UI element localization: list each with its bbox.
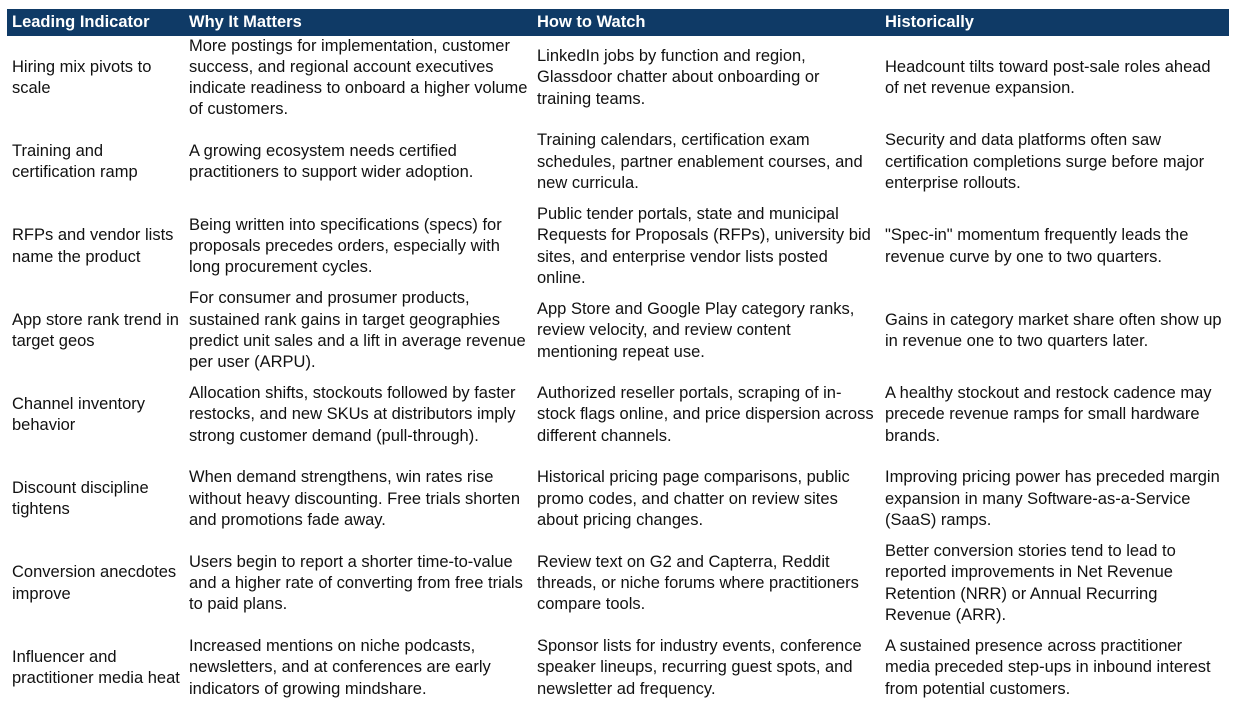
how-cell: Review text on G2 and Capterra, Reddit threads, or niche forums where practitioners compare tools. bbox=[537, 552, 859, 614]
historically-cell: "Spec-in" momentum frequently leads the revenue curve by one to two quarters. bbox=[885, 226, 1189, 266]
table-header bbox=[7, 9, 1229, 36]
how-cell: LinkedIn jobs by function and region, Glassdoor chatter about onboarding or training teams. bbox=[537, 47, 820, 108]
indicator-cell: Conversion anecdotes improve bbox=[12, 563, 177, 603]
leading-indicators-table bbox=[7, 9, 1229, 710]
why-cell: Allocation shifts, stockouts followed by faster restocks, and new SKUs at distributors imply strong customer demand (pull-through). bbox=[189, 384, 516, 445]
how-cell: Sponsor lists for industry events, conference speaker lineups, recurring guest spots, and newsletter ad frequency. bbox=[537, 636, 862, 698]
table-row bbox=[7, 289, 1229, 373]
table-row bbox=[7, 120, 1229, 204]
indicator-cell: Hiring mix pivots to scale bbox=[12, 57, 152, 98]
historically-cell: Better conversion stories tend to lead to reported improvements in Net Revenue Retention (NRR) or Annual Recurring Revenue (ARR). bbox=[885, 542, 1176, 624]
why-cell: More postings for implementation, customer success, and regional account executives indicate readiness to onboard a higher volume of customers. bbox=[189, 36, 528, 119]
why-cell: Being written into specifications (specs) for proposals precedes orders, especially with long procurement cycles. bbox=[189, 215, 502, 277]
indicator-cell: Influencer and practitioner media heat bbox=[12, 647, 180, 687]
why-cell: A growing ecosystem needs certified practitioners to support wider adoption. bbox=[189, 142, 474, 182]
indicator-cell: Training and certification ramp bbox=[12, 142, 138, 182]
header-why-it-matters: Why It Matters bbox=[189, 13, 302, 31]
how-cell: Historical pricing page comparisons, public promo codes, and chatter on review sites about pricing changes. bbox=[537, 468, 850, 530]
historically-cell: Security and data platforms often saw certification completions surge before major enterprise rollouts. bbox=[885, 131, 1205, 193]
historically-cell: Headcount tilts toward post-sale roles ahead of net revenue expansion. bbox=[885, 57, 1211, 98]
table-row bbox=[7, 36, 1229, 120]
header-leading-indicator: Leading Indicator bbox=[12, 13, 150, 31]
why-cell: Users begin to report a shorter time-to-value and a higher rate of converting from free trials to paid plans. bbox=[189, 552, 523, 614]
how-cell: Public tender portals, state and municipal Requests for Proposals (RFPs), university bid sites, and enterprise vendor lists posted online. bbox=[537, 205, 871, 287]
table-row bbox=[7, 626, 1229, 710]
how-cell: Training calendars, certification exam schedules, partner enablement courses, and new curricula. bbox=[537, 131, 863, 193]
indicator-cell: App store rank trend in target geos bbox=[12, 310, 179, 350]
how-cell: Authorized reseller portals, scraping of in-stock flags online, and price dispersion across different channels. bbox=[537, 384, 874, 445]
historically-cell: Improving pricing power has preceded margin expansion in many Software-as-a-Service (SaaS) ramps. bbox=[885, 468, 1220, 530]
indicator-cell: RFPs and vendor lists name the product bbox=[12, 226, 174, 266]
header-how-to-watch: How to Watch bbox=[537, 13, 646, 31]
why-cell: Increased mentions on niche podcasts, newsletters, and at conferences are early indicators of growing mindshare. bbox=[189, 636, 491, 698]
table-row bbox=[7, 373, 1229, 457]
historically-cell: A healthy stockout and restock cadence may precede revenue ramps for small hardware brands. bbox=[885, 384, 1212, 445]
indicator-cell: Channel inventory behavior bbox=[12, 394, 145, 435]
table-row bbox=[7, 457, 1229, 541]
why-cell: When demand strengthens, win rates rise without heavy discounting. Free trials shorten and promotions fade away. bbox=[189, 468, 521, 530]
header-historically: Historically bbox=[885, 13, 974, 31]
historically-cell: Gains in category market share often show up in revenue one to two quarters later. bbox=[885, 310, 1222, 350]
historically-cell: A sustained presence across practitioner media preceded step-ups in inbound interest from potential customers. bbox=[885, 636, 1211, 698]
indicator-cell: Discount discipline tightens bbox=[12, 479, 149, 519]
table-row bbox=[7, 205, 1229, 289]
why-cell: For consumer and prosumer products, sustained rank gains in target geographies predict unit sales and a lift in average revenue per user (ARPU). bbox=[189, 289, 526, 372]
how-cell: App Store and Google Play category ranks, review velocity, and review content mentioning repeat use. bbox=[537, 299, 855, 361]
table-row bbox=[7, 542, 1229, 626]
